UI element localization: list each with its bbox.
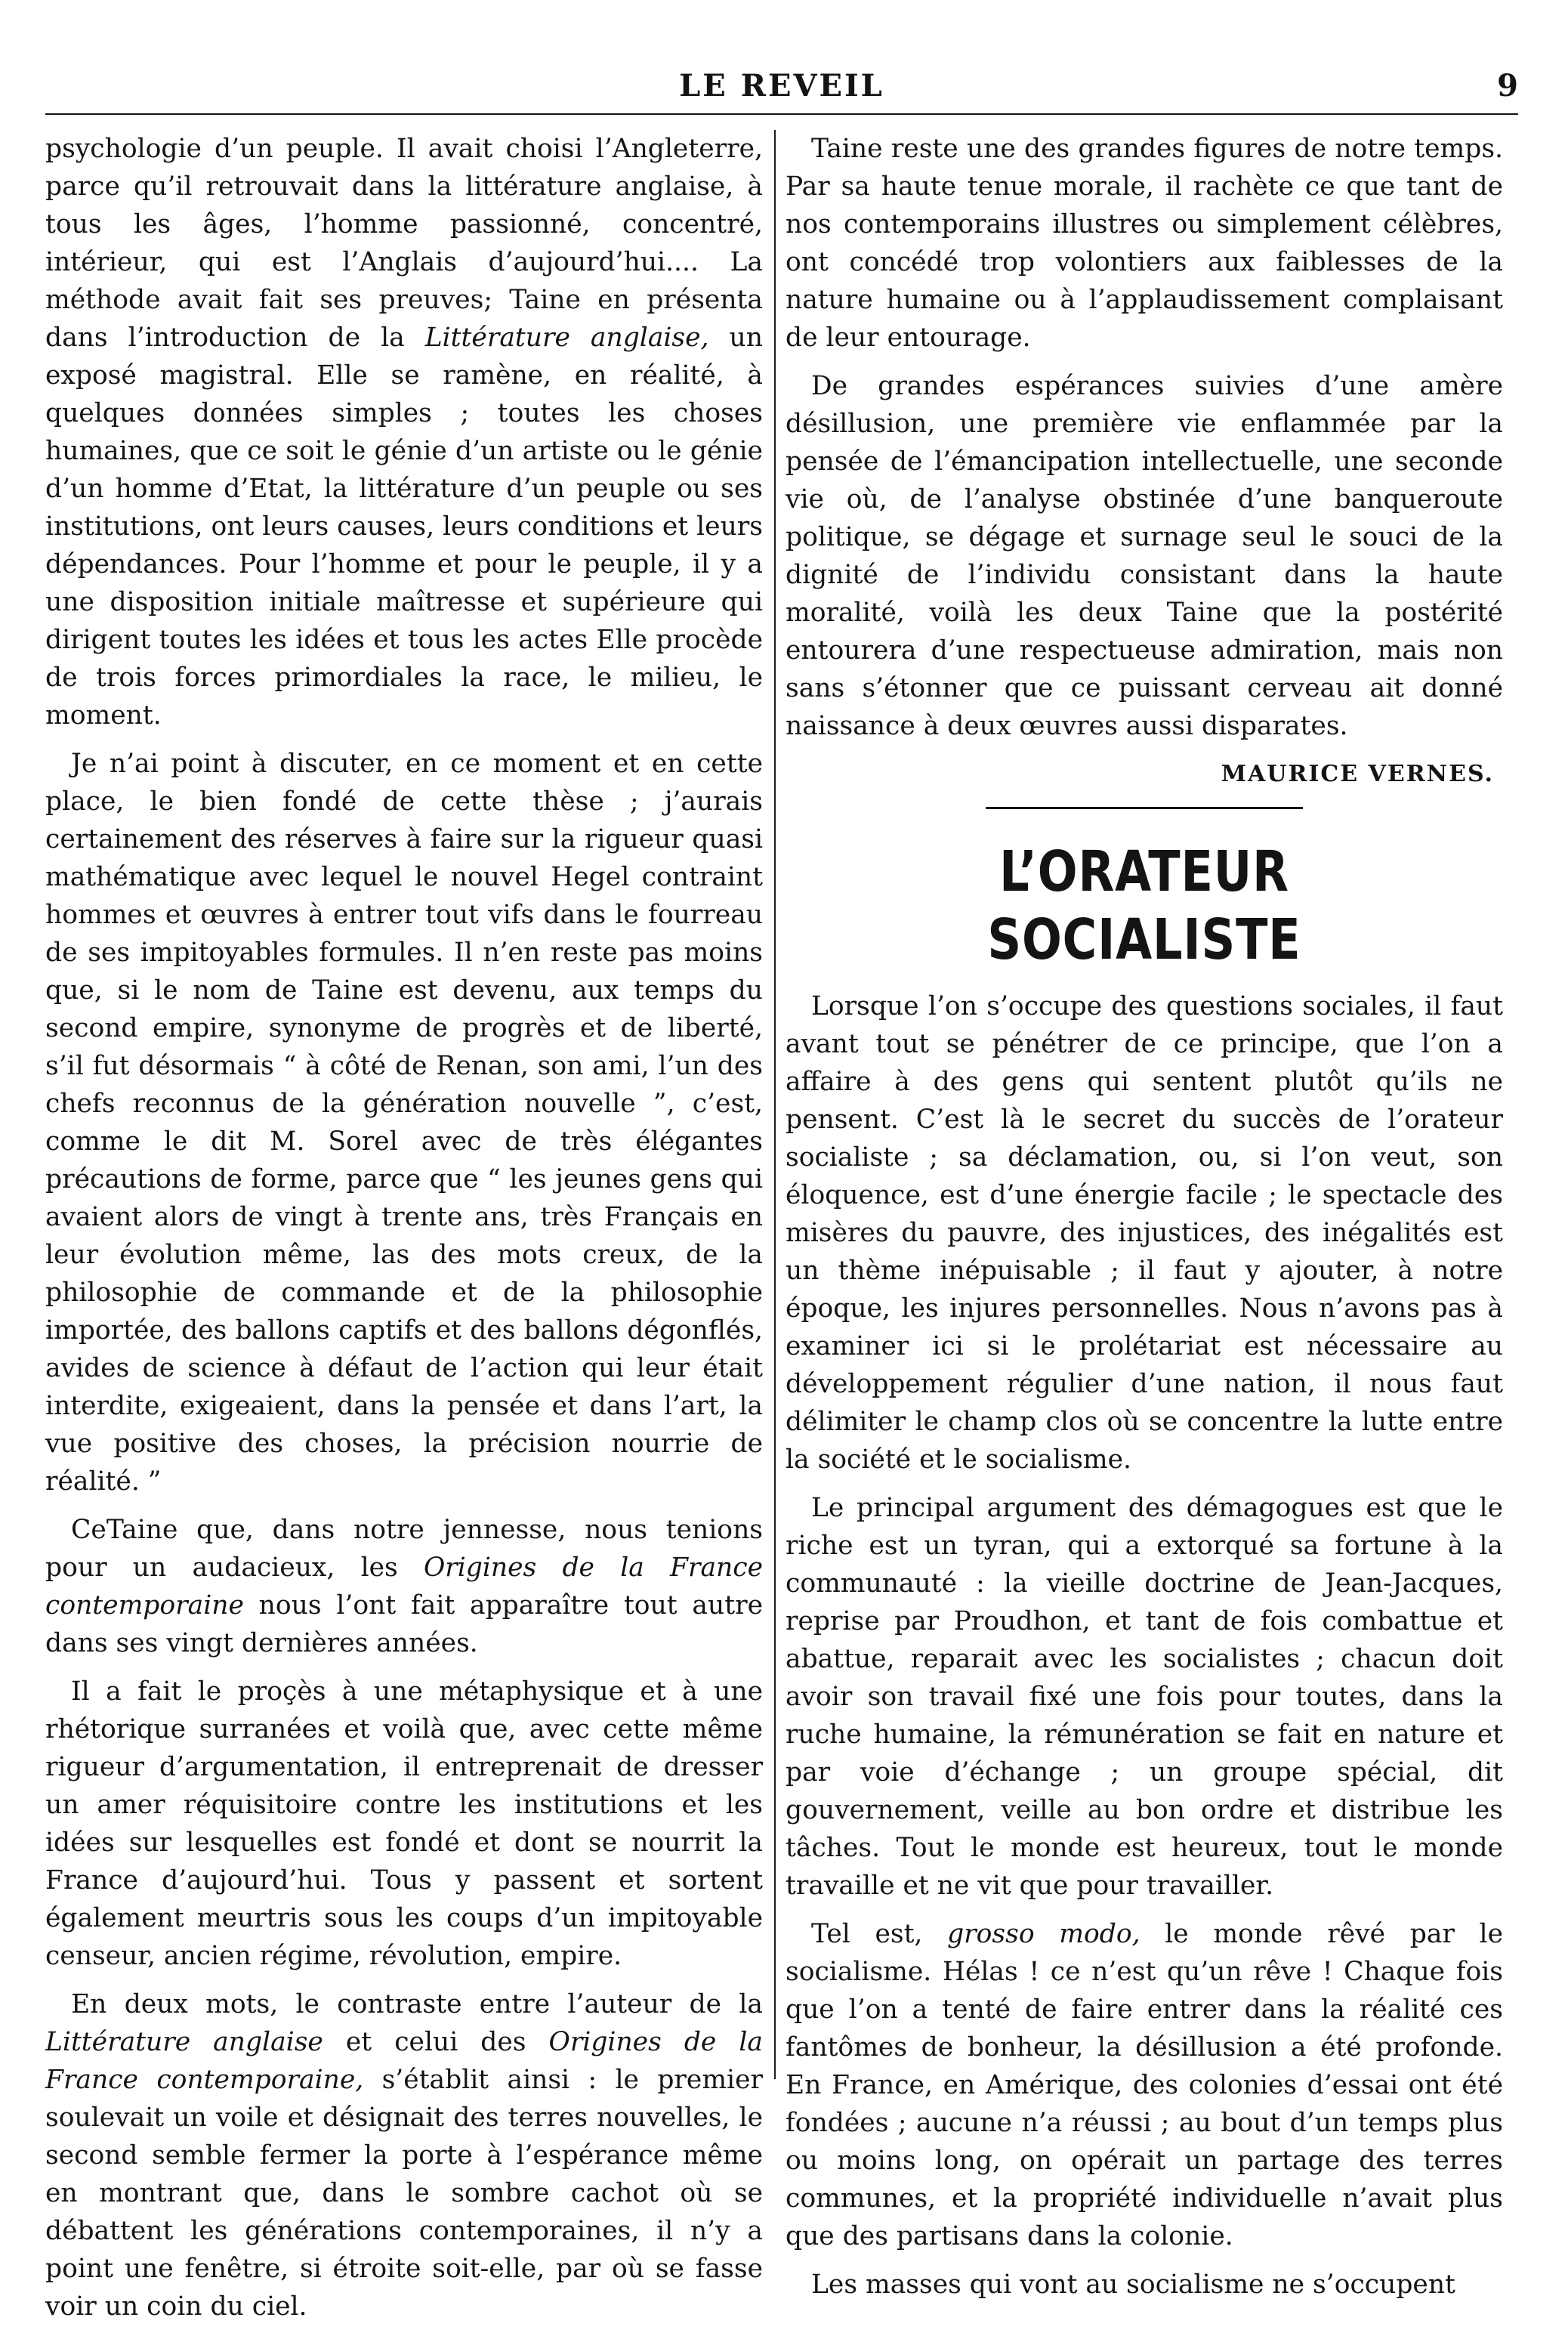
italic-title: Origines de la France contemporaine [45,1553,764,1621]
text-run: Tel est, [811,1919,948,1949]
right-paragraph-6: Les masses qui vont au socialisme ne s’occupent [811,2270,1455,2300]
italic-title: Origines de la France contemporaine, [45,2027,763,2095]
italic-title: Littérature anglaise, [424,323,709,353]
text-run: psychologie d’un peuple. Il avait choisi l’Angleterre, parce qu’il retrouvait dans la littérature anglaise, à tous les âges, l’homme passionné, concentré, intérieur, qui est l’Anglais d’aujourd’hui.... La méthode avait fait ses preuves; Taine en présenta dans l’introduction de la [45,134,763,353]
newspaper-title: LE REVEIL [679,68,884,104]
article-separator-rule [986,807,1303,809]
author-signature: MAURICE VERNES. [1221,761,1494,787]
header-rule [45,113,1518,115]
column-divider [774,130,776,2079]
page-header [45,60,1518,121]
left-paragraph-1 [45,130,763,734]
left-paragraph-4: Il a fait le proçès à une métaphysique et à une rhétorique surranées et voilà que, avec cette même rigueur d’argumentation, il entreprenait de dresser un amer réquisitoire contre les institutions et les idées sur lesquelles est fondé et dont se nourrit la France d’aujourd’hui. Tous y passent et sortent également meurtris sous les coups d’un impitoyable censeur, ancien régime, révolution, empire. [45,1676,763,1971]
italic-title: Littérature anglaise [45,2027,323,2057]
left-paragraph-3 [45,1511,763,1662]
right-paragraph-1: Taine reste une des grandes figures de notre temps. Par sa haute tenue morale, il rachète ce que tant de nos contemporains illustres ou simplement célèbres, ont concédé trop volontiers aux faiblesses de la nature humaine ou à l’applaudissement complaisant de leur entourage. [786,134,1503,353]
text-run: le monde rêvé par le socialisme. Hélas ! ce n’est qu’un rêve ! Chaque fois que l’on a tenté de faire entrer dans la réalité ces fantômes de bonheur, la désillusion a été profonde. En France, en Amérique, des colonies d’essai ont été fondées ; aucune n’a réussi ; au bout d’un temps plus ou moins long, on opérait un partage des terres communes, et la propriété individuelle n’avait plus que des partisans dans la colonie. [786,1919,1504,2251]
italic-phrase: grosso modo, [947,1919,1141,1949]
page-number: 9 [1497,68,1518,104]
text-run: nous l’ont fait apparaître tout autre dans ses vingt dernières années. [45,1590,763,1658]
right-paragraph-4: Le principal argument des démagogues est que le riche est un tyran, qui a extorqué sa fortune à la communauté : la vieille doctrine de Jean-Jacques, reprise par Proudhon, et tant de fois combattue et abattue, reparait avec les socialistes ; chacun doit avoir son travail fixé une fois pour toutes, dans la ruche humaine, la rémunération se fait en nature et par voie d’échange ; un groupe spécial, dit gouvernement, veille au bon ordre et distribue les tâches. Tout le monde est heureux, tout le monde travaille et ne vit que pour travailler. [786,1493,1503,1901]
left-paragraph-2: Je n’ai point à discuter, en ce moment et en cette place, le bien fondé de cette thèse ; j’aurais certainement des réserves à faire sur la rigueur quasi mathématique avec lequel le nouvel Hegel contraint hommes et œuvres à entrer tout vifs dans le fourreau de ses impitoyables formules. Il n’en reste pas moins que, si le nom de Taine est devenu, aux temps du second empire, synonyme de progrès et de liberté, s’il fut désormais “ à côté de Renan, son ami, l’un des chefs reconnus de la génération nouvelle ”, c’est, comme le dit M. Sorel avec de très élégantes précautions de forme, parce que “ les jeunes gens qui avaient alors de vingt à trente ans, très Français en leur évolution même, las des mots creux, de la philosophie de commande et de la philosophie importée, des ballons captifs et des ballons dégonflés, avides de science à défaut de l’action qui leur était interdite, exigeaient, dans la pensée et dans l’art, la vue positive des choses, la précision nourrie de réalité. ” [45,749,763,1497]
right-paragraph-5 [786,1915,1503,2255]
right-paragraph-2: De grandes espérances suivies d’une amère désillusion, une première vie enflammée par la pensée de l’émancipation intellectuelle, une seconde vie où, de l’analyse obstinée d’une banqueroute politique, se dégage et surnage seul le souci de la dignité de l’individu consistant dans la haute moralité, voilà les deux Taine que la postérité entourera d’une respectueuse admiration, mais non sans s’étonner que ce puissant cerveau ait donné naissance à deux œuvres aussi disparates. [786,371,1503,741]
article-headline: L’ORATEUR SOCIALISTE [987,839,1301,972]
right-paragraph-3: Lorsque l’on s’occupe des questions sociales, il faut avant tout se pénétrer de ce principe, que l’on a affaire à des gens qui sentent plutôt qu’ils ne pensent. C’est là le secret du succès de l’orateur socialiste ; sa déclamation, ou, si l’on veut, son éloquence, est d’une énergie facile ; le spectacle des misères du pauvre, des injustices, des inégalités est un thème inépuisable ; il faut y ajouter, à notre époque, les injures personnelles. Nous n’avons pas à examiner ici si le prolétariat est nécessaire au développement régulier d’une nation, il nous faut délimiter le champ clos où se concentre la lutte entre la société et le socialisme. [786,991,1503,1475]
text-run: En deux mots, le contraste entre l’auteur de la [71,1989,763,2019]
right-column [786,130,1503,2314]
text-run: un exposé magistral. Elle se ramène, en réalité, à quelques données simples ; toutes les choses humaines, que ce soit le génie d’un artiste ou le génie d’un homme d’Etat, la littérature d’un peuple ou ses institutions, ont leurs causes, leurs conditions et leurs dépendances. Pour l’homme et pour le peuple, il y a une disposition initiale maîtresse et supérieure qui dirigent toutes les idées et tous les actes Elle procède de trois forces primordiales la race, le milieu, le moment. [45,323,763,731]
text-run: s’établit ainsi : le premier soulevait un voile et désignait des terres nouvelles, le second semble fermer la porte à l’espérance même en montrant que, dans le sombre cachot où se débattent les générations contemporaines, il n’y a point une fenêtre, si étroite soit-elle, par où se fasse voir un coin du ciel. [45,2065,763,2322]
left-paragraph-5 [45,1985,763,2325]
left-column [45,130,763,2336]
text-run: CeTaine que, dans notre jennesse, nous tenions pour un audacieux, les [45,1515,763,1583]
text-run: et celui des [323,2027,549,2057]
